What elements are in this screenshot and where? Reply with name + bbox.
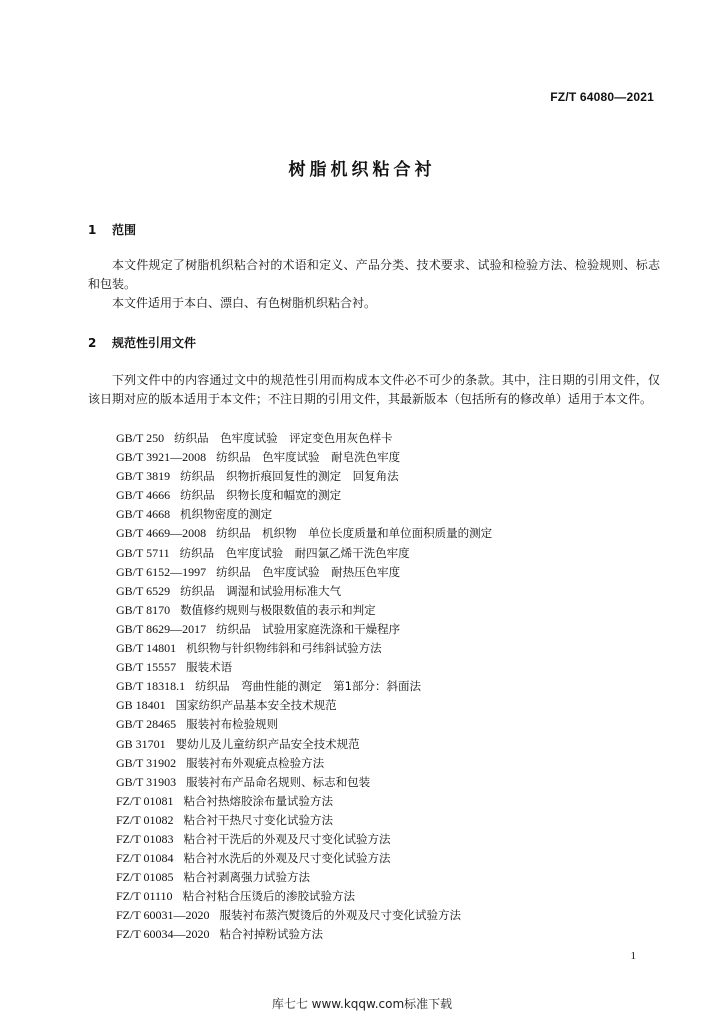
reference-item — [116, 429, 492, 448]
reference-title: 服装衬布产品命名规则、标志和包装 — [186, 774, 371, 789]
reference-code: FZ/T 01082 — [116, 812, 174, 827]
reference-item — [116, 906, 492, 925]
reference-item — [116, 811, 492, 830]
reference-code: FZ/T 01084 — [116, 851, 174, 866]
reference-code: GB/T 8170 — [116, 602, 171, 617]
section-1-paragraph-1: 本文件规定了树脂机织粘合衬的术语和定义、产品分类、技术要求、试验和检验方法、检验规则、标志和包装。 — [88, 258, 660, 291]
reference-title: 婴幼儿及儿童纺织产品安全技术规范 — [175, 736, 360, 751]
reference-code: GB/T 6529 — [116, 583, 171, 598]
reference-item — [116, 773, 492, 792]
normative-references-list — [116, 429, 492, 945]
reference-code: GB/T 31902 — [116, 755, 177, 770]
reference-code: GB/T 18318.1 — [116, 679, 186, 694]
reference-item — [116, 658, 492, 677]
reference-title: 粘合衬掉粉试验方法 — [219, 927, 323, 942]
reference-code: GB/T 4668 — [116, 507, 171, 522]
reference-code: GB/T 5711 — [116, 545, 170, 560]
reference-title: 数值修约规则与极限数值的表示和判定 — [180, 602, 376, 617]
reference-item — [116, 925, 492, 944]
reference-item — [116, 620, 492, 639]
reference-title: 粘合衬干热尺寸变化试验方法 — [183, 812, 333, 827]
reference-item — [116, 735, 492, 754]
reference-item — [116, 448, 492, 467]
reference-code: GB/T 3921—2008 — [116, 450, 207, 465]
reference-title: 服装术语 — [186, 660, 233, 675]
reference-title: 纺织品 织物长度和幅宽的测定 — [180, 488, 342, 503]
reference-item — [116, 868, 492, 887]
reference-title: 机织物与针织物纬斜和弓纬斜试验方法 — [186, 641, 382, 656]
reference-item — [116, 715, 492, 734]
reference-item — [116, 639, 492, 658]
reference-item — [116, 544, 492, 563]
reference-item — [116, 696, 492, 715]
reference-title: 粘合衬干洗后的外观及尺寸变化试验方法 — [183, 831, 391, 846]
reference-item — [116, 486, 492, 505]
reference-code: GB 31701 — [116, 736, 166, 751]
reference-title: 服装衬布检验规则 — [186, 717, 279, 732]
reference-code: GB/T 31903 — [116, 774, 177, 789]
reference-code: GB/T 6152—1997 — [116, 564, 207, 579]
reference-code: FZ/T 01110 — [116, 889, 173, 904]
reference-item — [116, 887, 492, 906]
reference-item — [116, 467, 492, 486]
reference-title: 纺织品 色牢度试验 评定变色用灰色样卡 — [174, 431, 393, 445]
page-number: 1 — [630, 950, 636, 962]
reference-title: 国家纺织产品基本安全技术规范 — [175, 698, 337, 713]
reference-item — [116, 754, 492, 773]
reference-item — [116, 582, 492, 601]
reference-title: 粘合衬热熔胶涂布量试验方法 — [183, 793, 333, 808]
reference-code: GB/T 4666 — [116, 488, 171, 503]
reference-item — [116, 563, 492, 582]
reference-title: 纺织品 弯曲性能的测定 第1部分：斜面法 — [195, 679, 421, 694]
reference-code: FZ/T 60031—2020 — [116, 908, 210, 923]
reference-title: 纺织品 调湿和试验用标准大气 — [180, 583, 342, 598]
reference-item — [116, 677, 492, 696]
reference-title: 纺织品 色牢度试验 耐热压色牢度 — [216, 564, 401, 579]
document-title: 树脂机织粘合衬 — [288, 160, 436, 180]
reference-code: FZ/T 01083 — [116, 831, 174, 846]
reference-code: GB/T 4669—2008 — [116, 526, 207, 541]
section-2-title: 规范性引用文件 — [112, 336, 197, 350]
reference-item — [116, 830, 492, 849]
reference-code: GB/T 3819 — [116, 469, 171, 484]
reference-item — [116, 524, 492, 543]
reference-code: GB/T 14801 — [116, 641, 177, 656]
reference-item — [116, 505, 492, 524]
section-2-intro: 下列文件中的内容通过文中的规范性引用而构成本文件必不可少的条款。其中，注日期的引用文件，仅该日期对应的版本适用于本文件；不注日期的引用文件，其最新版本（包括所有的修改单）适用于本文件。 — [88, 373, 660, 406]
reference-code: GB 18401 — [116, 698, 166, 713]
reference-code: GB/T 15557 — [116, 660, 177, 675]
reference-code: FZ/T 01081 — [116, 793, 174, 808]
section-1-number: 1 — [88, 223, 97, 237]
reference-code: FZ/T 60034—2020 — [116, 927, 210, 942]
reference-title: 机织物密度的测定 — [180, 507, 273, 522]
reference-title: 纺织品 色牢度试验 耐四氯乙烯干洗色牢度 — [179, 545, 410, 560]
section-1-paragraph-2: 本文件适用于本白、漂白、有色树脂机织粘合衬。 — [112, 296, 377, 310]
reference-title: 纺织品 色牢度试验 耐皂洗色牢度 — [216, 450, 401, 465]
reference-title: 粘合衬粘合压烫后的渗胶试验方法 — [182, 889, 356, 904]
reference-title: 纺织品 织物折痕回复性的测定 回复角法 — [180, 469, 399, 484]
section-1-heading — [88, 221, 136, 238]
reference-code: GB/T 8629—2017 — [116, 621, 207, 636]
reference-item — [116, 792, 492, 811]
reference-title: 纺织品 试验用家庭洗涤和干燥程序 — [216, 621, 401, 636]
reference-title: 粘合衬水洗后的外观及尺寸变化试验方法 — [183, 851, 391, 866]
reference-code: GB/T 250 — [116, 431, 165, 445]
reference-item — [116, 601, 492, 620]
section-2-number: 2 — [88, 336, 97, 350]
reference-code: GB/T 28465 — [116, 717, 177, 732]
reference-item — [116, 849, 492, 868]
reference-title: 服装衬布外观疵点检验方法 — [186, 755, 325, 770]
section-1-title: 范围 — [112, 223, 137, 237]
reference-title: 粘合衬剥离强力试验方法 — [183, 870, 310, 885]
reference-title: 服装衬布蒸汽熨烫后的外观及尺寸变化试验方法 — [219, 908, 461, 923]
section-2-heading — [88, 334, 196, 351]
reference-code: FZ/T 01085 — [116, 870, 174, 885]
standard-code: FZ/T 64080—2021 — [550, 90, 654, 104]
footer-watermark: 库七七 www.kqqw.com标准下载 — [271, 997, 453, 1011]
reference-title: 纺织品 机织物 单位长度质量和单位面积质量的测定 — [216, 526, 493, 541]
